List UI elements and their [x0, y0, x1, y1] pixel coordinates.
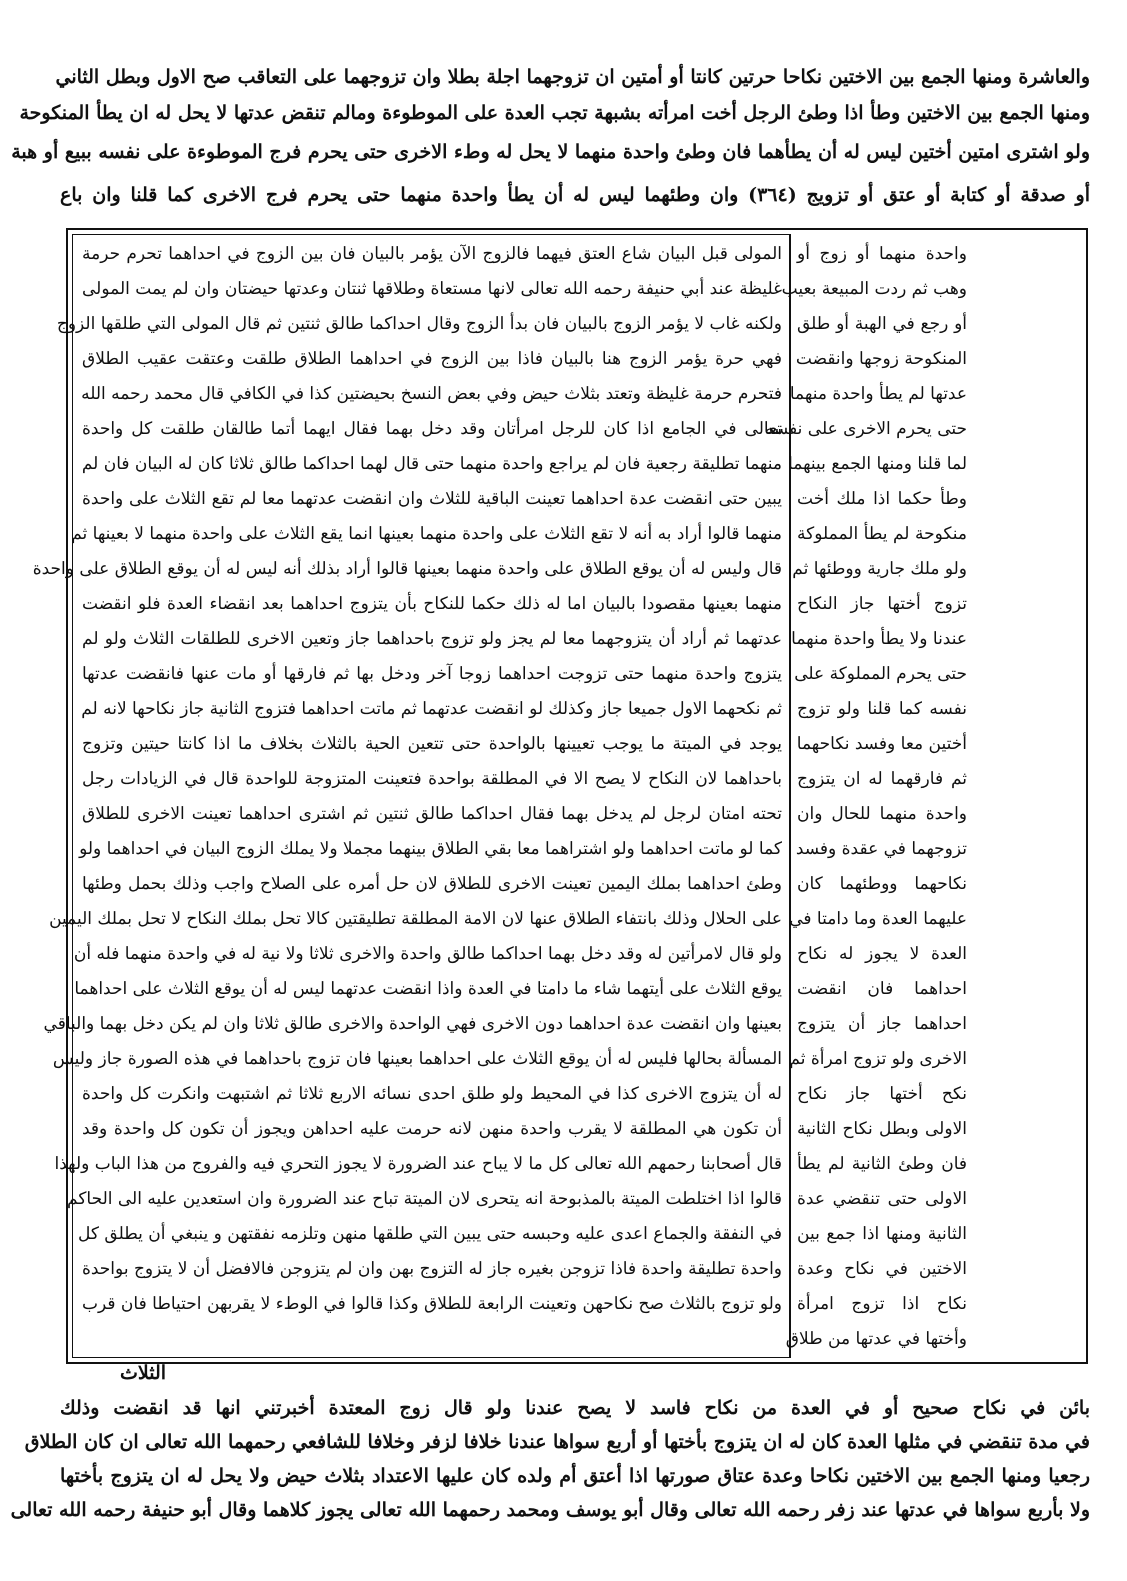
commentary-line: يبين حتى انقضت عدة احداهما تعينت الباقية للثلاث وان انقضت عدتهما معا لم تقع الثلاث على واحدة	[82, 489, 782, 509]
commentary-line: منهما بعينها مقصودا بالبيان اما له ذلك حكما للنكاح بأن يتزوج احداهما بعد انقضاء العدة فلو انقضت	[82, 594, 782, 614]
side-line: حتى يحرم الاخرى على نفسه	[764, 419, 967, 439]
side-line: واحدة منهما للحال وان	[797, 804, 967, 824]
side-line: عدتها لم يطأ واحدة منهما	[789, 384, 967, 404]
text-line: ولا بأربع سواها في عدتها عند زفر رحمه الله تعالى وقال أبو يوسف ومحمد رحمهما الله تعالى يجوز كلاهما وقال أبو حنيفة رحمه الله تعالى	[10, 1499, 1090, 1521]
text-line-content: أو صدقة أو كتابة أو عتق أو تزويج (٣٦٤) وان وطئهما ليس له أن يطأ واحدة منهما حتى يحرم فرج الاخرى كما قلنا وان باع	[60, 184, 1090, 206]
commentary-line: منهما تطليقة رجعية فان لم يراجع واحدة منهما حتى قال لهما احداكما طالق ثلاثا كان له البيان فان لم	[81, 454, 782, 474]
text-line: رجعيا ومنها الجمع بين الاختين نكاحا وعدة عتاق صورتها اذا أعتق أم ولده كان عليها الاعتداد بثلاث حيض ولا يحل له ان يتزوج بأختها	[60, 1465, 1090, 1487]
bottom-aside-word: الثلاث	[120, 1362, 167, 1384]
commentary-line: عدتهما ثم أراد أن يتزوجهما معا لم يجز ولو تزوج باحداهما جاز وتعين الاخرى للطلقات الثلاث ولو لم	[82, 629, 782, 649]
side-line: حتى يحرم المملوكة على	[794, 664, 967, 684]
commentary-line: ولكنه غاب لا يؤمر الزوج بالبيان فان بدأ الزوج وقال احداكما طالق ثنتين ثم قال المولى التي طلقها الزوج	[56, 314, 782, 334]
side-line: وطأ حكما اذا ملك أخت	[797, 489, 967, 509]
side-line: تزوج أختها جاز النكاح	[797, 594, 967, 614]
text-line: ومنها الجمع بين الاختين وطأ اذا وطئ الرجل أخت امرأته بشبهة تجب العدة على الموطوءة ومالم تنقض عدتها لا يحل له ان يطأ المنكوحة	[19, 102, 1090, 124]
side-line: أختين معا وفسد نكاحهما	[796, 734, 967, 754]
side-line: نفسه كما قلنا ولو تزوج	[797, 699, 967, 719]
side-line: العدة لا يجوز له نكاح	[797, 944, 967, 964]
text-line: بائن في نكاح صحيح أو في العدة من نكاح فاسد لا يصح عندنا ولو قال زوج المعتدة أخبرتني انها قد انقضت وذلك	[60, 1397, 1090, 1419]
side-line: نكاح اذا تزوج امرأة	[797, 1294, 967, 1314]
side-line: المنكوحة زوجها وانقضت	[795, 349, 967, 369]
commentary-line: وطئ احداهما بملك اليمين تعينت الاخرى للطلاق لان حل أمره على الصلاح واجب وذلك بحمل وطئها	[82, 874, 782, 894]
commentary-line: قال وليس له أن يوقع الطلاق على واحدة منهما بعينها قالوا أراد بذلك أنه ليس له أن يوقع الطلاق على واحدة	[32, 559, 782, 579]
commentary-line: قال أصحابنا رحمهم الله تعالى كل ما لا يباح عند الضرورة لا يجوز التحري فيه والفروج من هذا الباب ولهذا	[54, 1154, 782, 1174]
side-line: تزوجهما في عقدة وفسد	[795, 839, 967, 859]
commentary-line: في النفقة والجماع اعدى عليه وحبسه حتى يبين التي طلقها منهن وتلزمه نفقتهن و ينبغي أن يطلق كل	[78, 1224, 782, 1244]
side-line: الاخرى ولو تزوج امرأة ثم	[789, 1049, 967, 1069]
commentary-line: يوجد في الميتة ما يوجب تعيينها بالواحدة حتى تتعين الحية بالثلاث بخلاف ما اذا كانتا حيتين وتزوج	[82, 734, 782, 754]
side-line: فان وطئ الثانية لم يطأ	[797, 1154, 967, 1174]
side-line: واحدة منهما أو زوج أو	[797, 244, 967, 264]
side-line: احداهما فان انقضت	[797, 979, 967, 999]
side-line: الاولى حتى تنقضي عدة	[797, 1189, 967, 1209]
text-line: والعاشرة ومنها الجمع بين الاختين نكاحا حرتين كانتا أو أمتين ان تزوجهما اجلة بطلا وان تزوجهما على التعاقب صح الاول وبطل الثاني	[55, 66, 1090, 88]
commentary-line: منهما قالوا أراد به أنه لا تقع الثلاث على واحدة منهما بعينها انما يقع الثلاث على واحدة منهما لا بعينها ثم	[71, 524, 782, 544]
side-line: وأختها في عدتها من طلاق	[785, 1329, 967, 1349]
side-line: عليهما العدة وما دامتا في	[789, 909, 967, 929]
commentary-line: كما لو ماتت احداهما ولو اشتراهما معا بقي الطلاق بينهما مجملا ولا يملك الزوج البيان في احداهما ولو	[79, 839, 782, 859]
side-line: نكح أختها جاز نكاح	[797, 1084, 967, 1104]
side-line: الثانية ومنها اذا جمع بين	[797, 1224, 967, 1244]
side-line: عندنا ولا يطأ واحدة منهما	[791, 629, 967, 649]
side-line: ولو ملك جارية ووطئها ثم	[792, 559, 967, 579]
text-line: في مدة تنقضي في مثلها العدة كان له ان يتزوج بأختها أو أربع سواها عندنا خلافا لزفر وخلافا للشافعي رحمهما الله تعالى ان كان الطلاق	[24, 1431, 1090, 1453]
commentary-line: واحدة تطليقة واحدة فاذا تزوجن بغيره جاز له التزوج بهن وان لم يتزوجن فالافضل أن لا يتزوج بواحدة	[81, 1259, 782, 1279]
commentary-line: تعالى في الجامع اذا كان للرجل امرأتان وقد دخل بهما فقال ايهما أتما طالقان طلقت كل واحدة	[82, 419, 782, 439]
side-line: لما قلنا ومنها الجمع بينهما	[788, 454, 967, 474]
text-line	[60, 180, 1090, 210]
side-line: نكاحهما ووطئهما كان	[797, 874, 967, 894]
text-line: ولو اشترى امتين أختين ليس له أن يطأهما فان وطئ واحدة منهما لا يحل له وطء الاخرى حتى يحرم فرج الموطوءة على نفسه ببيع أو هبة	[11, 141, 1090, 163]
commentary-line: المولى قبل البيان شاع العتق فيهما فالزوج الآن يؤمر بالبيان فان بين الزوج في احداهما تحرم حرمة	[82, 244, 782, 264]
commentary-line: يتزوج واحدة منهما حتى تزوجت احداهما زوجا آخر ودخل بها ثم فارقها أو مات عنها فانقضت عدتها	[82, 664, 782, 684]
commentary-line: تحته امتان لرجل لم يدخل بهما فقال احداكما طالق ثنتين ثم اشترى احداهما تعينت الاخرى للطلاق	[82, 804, 782, 824]
side-line: احداهما جاز أن يتزوج	[797, 1014, 967, 1034]
commentary-line: على الحلال وذلك بانتفاء الطلاق عنها لان الامة المطلقة تطليقتين كالا تحل بملك النكاح لا تحل بملك اليمين	[49, 909, 782, 929]
side-line: الاختين في نكاح وعدة	[797, 1259, 967, 1279]
commentary-line: قالوا اذا اختلطت الميتة بالمذبوحة انه يتحرى لان الميتة تباح عند الضرورة وان استعدين عليه الى الحاكم	[67, 1189, 782, 1209]
commentary-line: أن تكون هي المطلقة لا يقرب واحدة منهن لانه حرمت عليه احداهن ويجوز أن تكون كل واحدة وقد	[82, 1119, 782, 1139]
commentary-line: ولو تزوج بالثلاث صح نكاحهن وتعينت الرابعة للطلاق وكذا قالوا في الوطء لا يقربهن احتياطا فان قرب	[82, 1294, 782, 1314]
side-line: منكوحة لم يطأ المملوكة	[797, 524, 967, 544]
side-line: أو رجع في الهبة أو طلق	[797, 314, 967, 334]
commentary-line: فتحرم حرمة غليظة وتعتد بثلاث حيض وفي بعض النسخ بحيضتين كذا في الكافي قال محمد رحمه الله	[81, 384, 782, 404]
commentary-line: المسألة بحالها فليس له أن يوقع الثلاث على احداهما بعينها فان تزوج باحداهما في هذه الصورة جاز وليس	[52, 1049, 782, 1069]
commentary-line: غليظة عند أبي حنيفة رحمه الله تعالى لانها مستعاة وطلاقها ثنتان وعدتها حيضتان وان لم يمت المولى	[82, 279, 782, 299]
commentary-line: يوقع الثلاث على أيتهما شاء ما دامتا في العدة واذا انقضت عدتهما ليس له أن يوقع الثلاث على احداهما	[74, 979, 782, 999]
side-line: الاولى وبطل نكاح الثانية	[797, 1119, 967, 1139]
side-line: ثم فارقهما له ان يتزوج	[797, 769, 967, 789]
commentary-line: له أن يتزوج الاخرى كذا في المحيط ولو طلق احدى نسائه الاربع ثلاثا ثم اشتبهت وانكرت كل واحدة	[82, 1084, 782, 1104]
commentary-line: بعينها وان انقضت عدة احداهما دون الاخرى فهي الواحدة والاخرى طالق ثلاثا وان لم يكن دخل بهما والباقي	[43, 1014, 782, 1034]
commentary-line: باحداهما لان النكاح لا يصح الا في المطلقة بواحدة فتعينت المتزوجة للواحدة قال في الزيادات رجل	[82, 769, 782, 789]
commentary-line: ثم نكحهما الاول جميعا جاز وكذلك لو انقضت عدتهما ثم ماتت احداهما فتزوج الثانية جاز نكاحها لانه لم	[81, 699, 782, 719]
commentary-line: فهي حرة يؤمر الزوج هنا بالبيان فاذا بين الزوج في احداهما الطلاق طلقت وعتقت عقيب الطلاق	[82, 349, 782, 369]
side-line: وهب ثم ردت المبيعة بعيب	[781, 279, 967, 299]
commentary-line: ولو قال لامرأتين له وقد دخل بهما احداكما طالق واحدة والاخرى ثلاثا ولا نية له في واحدة منهما فله أن	[73, 944, 782, 964]
